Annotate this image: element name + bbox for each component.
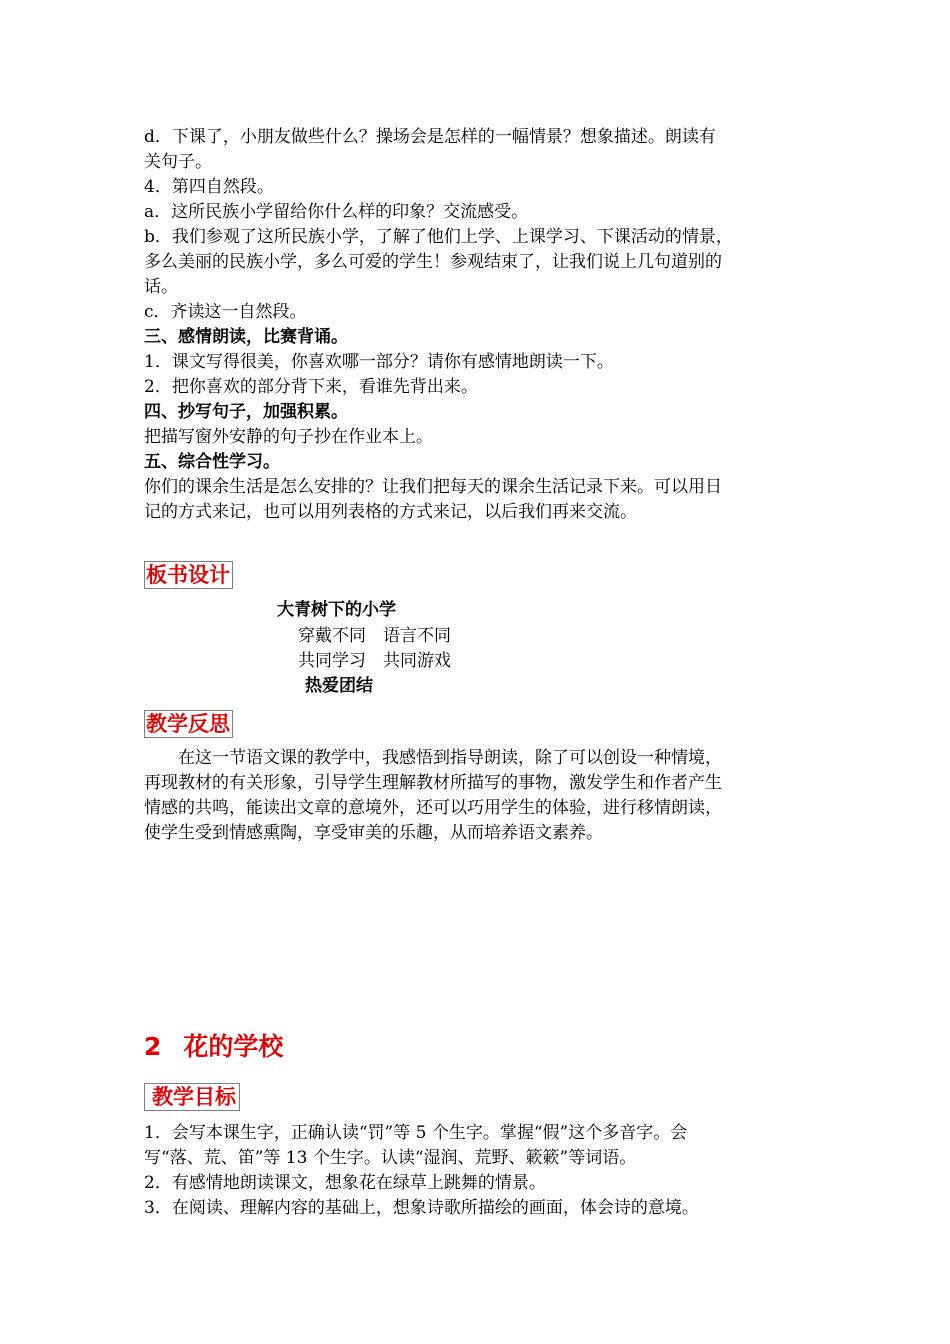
goal-line: 2．有感情地朗读课文，想象花在绿草上跳舞的情景。 <box>144 1173 546 1193</box>
body-line: 你们的课余生活是怎么安排的？让我们把每天的课余生活记录下来。可以用日 <box>144 477 722 497</box>
lesson-name: 花的学校 <box>183 1032 284 1061</box>
goal-line: 写“落、荒、笛”等 13 个生字。认读“湿润、荒野、簌簌”等词语。 <box>144 1148 637 1168</box>
body-line: 2．把你喜欢的部分背下来，看谁先背出来。 <box>144 377 478 397</box>
body-line: b．我们参观了这所民族小学，了解了他们上学、上课学习、下课活动的情景， <box>144 227 733 247</box>
section-heading-4: 四、抄写句子，加强积累。 <box>144 402 348 422</box>
body-line: d．下课了，小朋友做些什么？操场会是怎样的一幅情景？想象描述。朗读有 <box>144 127 716 147</box>
board-summary: 热爱团结 <box>305 676 373 696</box>
reflection-heading: 教学反思 <box>144 710 233 738</box>
body-line: 4．第四自然段。 <box>144 177 274 197</box>
goal-line: 3．在阅读、理解内容的基础上，想象诗歌所描绘的画面，体会诗的意境。 <box>144 1198 699 1218</box>
reflection-line: 使学生受到情感熏陶，享受审美的乐趣，从而培养语文素养。 <box>144 823 603 843</box>
body-line: 1．课文写得很美，你喜欢哪一部分？请你有感情地朗读一下。 <box>144 352 614 372</box>
body-line: 关句子。 <box>144 152 212 172</box>
goals-heading: 教学目标 <box>144 1083 240 1111</box>
reflection-line: 再现教材的有关形象，引导学生理解教材所描写的事物，激发学生和作者产生 <box>144 773 722 793</box>
reflection-line: 情感的共鸣，能读出文章的意境外，还可以巧用学生的体验，进行移情朗读， <box>144 798 722 818</box>
goal-line: 1．会写本课生字，正确认读“罚”等 5 个生字。掌握“假”这个多音字。会 <box>144 1123 688 1143</box>
reflection-line: 在这一节语文课的教学中，我感悟到指导朗读，除了可以创设一种情境， <box>178 748 722 768</box>
board-title: 大青树下的小学 <box>277 600 396 620</box>
body-line: 记的方式来记，也可以用列表格的方式来记，以后我们再来交流。 <box>144 502 637 522</box>
body-line: 把描写窗外安静的句子抄在作业本上。 <box>144 427 433 447</box>
body-line: a．这所民族小学留给你什么样的印象？交流感受。 <box>144 202 529 222</box>
lesson-title <box>144 1030 283 1064</box>
body-line: 话。 <box>144 277 178 297</box>
board-design-heading: 板书设计 <box>144 561 233 589</box>
board-row: 穿戴不同 语言不同 <box>298 626 451 646</box>
section-heading-3: 三、感情朗读，比赛背诵。 <box>144 327 348 347</box>
body-line: c．齐读这一自然段。 <box>144 302 307 322</box>
lesson-number: 2 <box>144 1032 162 1061</box>
board-row: 共同学习 共同游戏 <box>298 651 451 671</box>
body-line: 多么美丽的民族小学，多么可爱的学生！参观结束了，让我们说上几句道别的 <box>144 252 722 272</box>
section-heading-5: 五、综合性学习。 <box>144 452 280 472</box>
